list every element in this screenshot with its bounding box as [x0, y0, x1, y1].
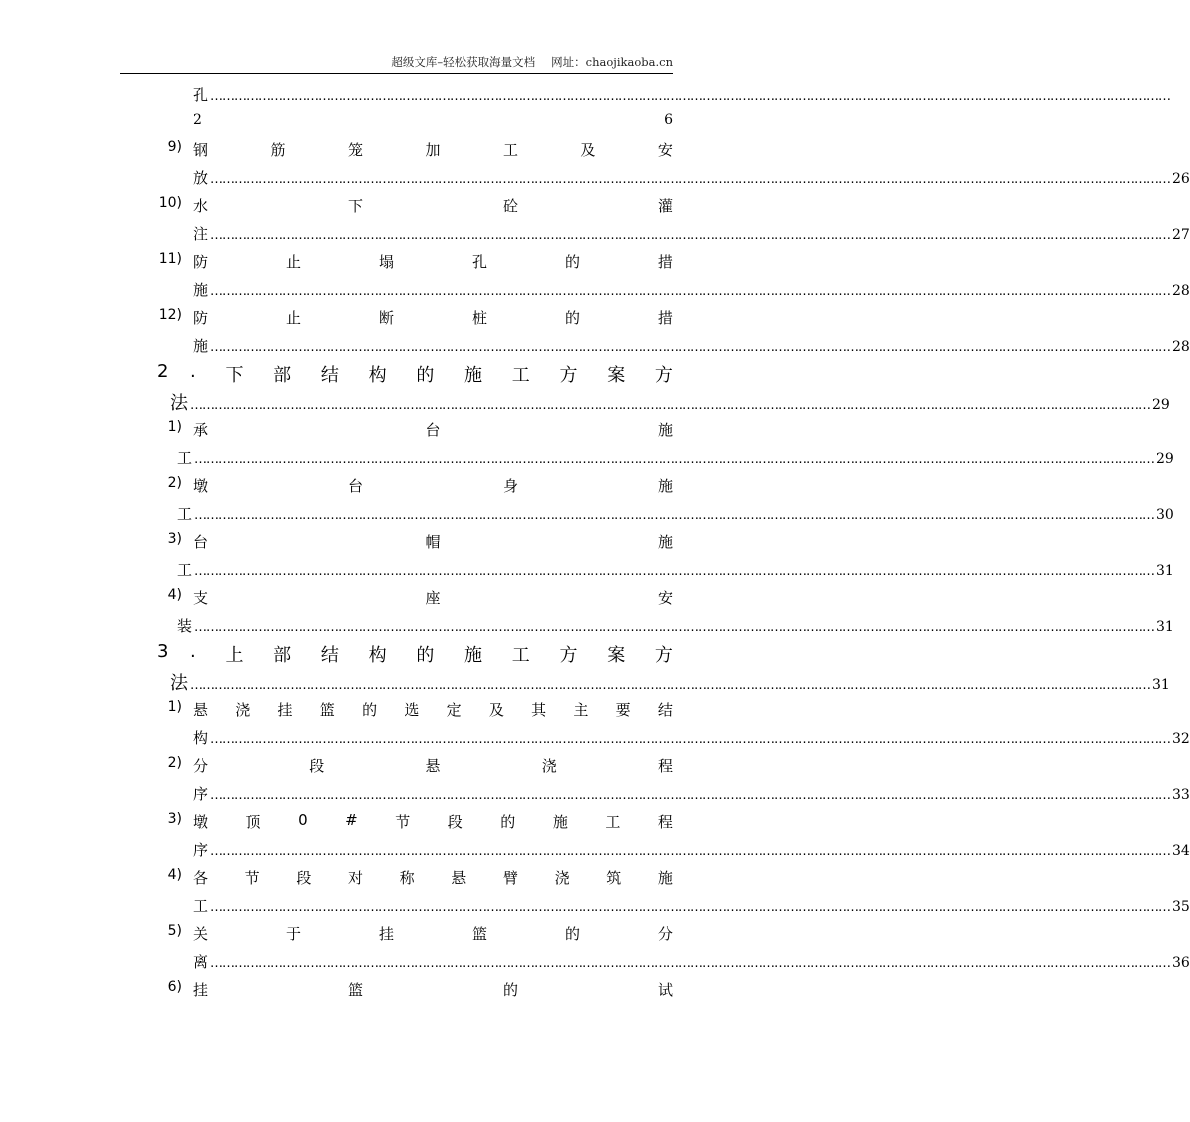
title-char: 孔: [471, 253, 487, 271]
title-char: 构: [368, 645, 387, 666]
title-char: 结: [657, 701, 673, 719]
toc-entry-leader[interactable]: [193, 223, 1190, 244]
toc-entry-number: 3): [167, 531, 182, 547]
title-char: 序: [193, 841, 209, 859]
title-char: 施: [193, 337, 209, 355]
title-char: 构: [193, 729, 209, 747]
title-char: 施: [464, 365, 483, 386]
title-char: 止: [285, 309, 301, 327]
toc-entry-number: 11): [158, 251, 182, 267]
toc-entry-leader[interactable]: [193, 84, 1171, 105]
toc-entry-leader[interactable]: [193, 279, 1190, 300]
title-char: 工: [605, 813, 621, 831]
leader-dots: ……………………………………………………………………………………………………………………………………………………………………………………………………………………: [190, 678, 1150, 693]
title-char: 段: [447, 813, 463, 831]
title-char: 注: [193, 225, 209, 243]
page-number: 28: [1172, 283, 1190, 299]
title-char: 帽: [425, 533, 441, 551]
leader-dots: ……………………………………………………………………………………………………………………………………………………………………………………………………………………: [210, 228, 1171, 243]
toc-entry-title[interactable]: [193, 923, 673, 944]
title-char: 筑: [606, 869, 622, 887]
title-char: 及: [580, 141, 596, 159]
title-char: 的: [564, 925, 580, 943]
leader-dots: ……………………………………………………………………………………………………………………………………………………………………………………………………………………: [194, 452, 1155, 467]
toc-line: [0, 475, 793, 497]
title-char: 塌: [378, 253, 394, 271]
toc-entry-leader[interactable]: [193, 839, 1190, 860]
toc-entry-number: 5): [167, 923, 182, 939]
toc-line: [0, 699, 793, 721]
page-number: 26: [1172, 171, 1190, 187]
toc-line: [0, 361, 793, 386]
title-char: 断: [378, 309, 394, 327]
title-char: 序: [193, 785, 209, 803]
title-char: 分: [193, 757, 209, 775]
title-char: 选: [404, 701, 420, 719]
toc-line: [0, 641, 793, 666]
toc-entry-title[interactable]: [193, 867, 673, 888]
leader-dots: ……………………………………………………………………………………………………………………………………………………………………………………………………………………: [194, 564, 1155, 579]
toc-entry-number: 6): [167, 979, 182, 995]
title-char: 节: [395, 813, 411, 831]
title-char: 上: [225, 645, 244, 666]
header-title: 超级文库–轻松获取海量文档: [391, 55, 536, 69]
title-char: 节: [244, 869, 260, 887]
title-char: 顶: [245, 813, 261, 831]
toc-line: [0, 503, 1174, 525]
leader-dots: ……………………………………………………………………………………………………………………………………………………………………………………………………………………: [190, 398, 1150, 413]
title-char: 台: [425, 421, 441, 439]
toc-entry-title[interactable]: [193, 307, 673, 328]
toc-entry-leader[interactable]: [177, 447, 1174, 468]
toc-line: [0, 839, 1190, 861]
toc-line: [0, 84, 1171, 106]
toc-entry-number: 4): [167, 587, 182, 603]
title-char: 支: [193, 589, 209, 607]
title-char: 座: [425, 589, 441, 607]
toc-entry-number: 10): [158, 195, 182, 211]
title-char: 施: [657, 869, 673, 887]
title-char: 砼: [502, 197, 518, 215]
title-char: 浇: [235, 701, 251, 719]
toc-entry-number: 9): [167, 139, 182, 155]
leader-dots: ……………………………………………………………………………………………………………………………………………………………………………………………………………………: [210, 788, 1171, 803]
title-char: 篮: [471, 925, 487, 943]
title-char: 工: [177, 561, 193, 579]
title-char: 案: [607, 365, 626, 386]
toc-line: [0, 112, 793, 134]
toc-entry-leader[interactable]: [193, 167, 1190, 188]
title-char: 止: [285, 253, 301, 271]
toc-line: [0, 895, 1190, 917]
title-char: 的: [502, 981, 518, 999]
title-char: 方: [559, 645, 578, 666]
toc-entry-leader[interactable]: [177, 559, 1174, 580]
title-char: 装: [177, 617, 193, 635]
title-char: 台: [193, 533, 209, 551]
title-char: 桩: [471, 309, 487, 327]
toc-entry-title[interactable]: [193, 811, 673, 832]
title-char: 挂: [277, 701, 293, 719]
toc-entry-leader[interactable]: [193, 783, 1190, 804]
title-char: 防: [193, 309, 209, 327]
title-char: 工: [502, 141, 518, 159]
title-char: 措: [657, 253, 673, 271]
toc-entry-leader[interactable]: [170, 389, 1170, 415]
title-char: 于: [285, 925, 301, 943]
title-char: 要: [615, 701, 631, 719]
page-number: 32: [1172, 731, 1190, 747]
title-char: 安: [657, 141, 673, 159]
title-char: 悬: [193, 701, 209, 719]
title-char: 的: [564, 309, 580, 327]
toc-entry-leader[interactable]: [193, 951, 1190, 972]
leader-dots: ……………………………………………………………………………………………………………………………………………………………………………………………………………………: [194, 620, 1155, 635]
title-char: 放: [193, 169, 209, 187]
toc-entry-title[interactable]: [193, 699, 673, 720]
toc-entry-title[interactable]: [193, 251, 673, 272]
title-char: 工: [511, 365, 530, 386]
toc-line: [0, 867, 793, 889]
leader-dots: ……………………………………………………………………………………………………………………………………………………………………………………………………………………: [210, 844, 1171, 859]
title-char: 墩: [193, 813, 209, 831]
toc-line: [0, 811, 793, 833]
toc-line: [0, 223, 1190, 245]
title-char: 工: [511, 645, 530, 666]
title-char: 身: [502, 477, 518, 495]
page-number: 31: [1156, 563, 1174, 579]
title-char: 的: [500, 813, 516, 831]
toc-entry-title[interactable]: [193, 531, 673, 552]
title-char: 台: [347, 477, 363, 495]
title-char: 施: [552, 813, 568, 831]
title-char: .: [190, 361, 196, 382]
page-number: 31: [1156, 619, 1174, 635]
title-char: 施: [657, 477, 673, 495]
toc-entry-number: 4): [167, 867, 182, 883]
leader-dots: ……………………………………………………………………………………………………………………………………………………………………………………………………………………: [210, 340, 1171, 355]
page-number: 33: [1172, 787, 1190, 803]
title-char: 段: [296, 869, 312, 887]
toc-line: [0, 167, 1190, 189]
leader-dots: ……………………………………………………………………………………………………………………………………………………………………………………………………………………: [210, 284, 1171, 299]
page-number: 35: [1172, 899, 1190, 915]
title-char: 下: [225, 365, 244, 386]
toc-entry-title[interactable]: [193, 139, 673, 160]
toc-entry-number: 12): [158, 307, 182, 323]
leader-dots: ……………………………………………………………………………………………………………………………………………………………………………………………………………………: [194, 508, 1155, 523]
title-char: 悬: [425, 757, 441, 775]
title-char: 工: [177, 505, 193, 523]
title-char: 程: [657, 757, 673, 775]
title-char: 工: [177, 449, 193, 467]
page-number: 31: [1152, 677, 1170, 693]
title-char: 结: [320, 645, 339, 666]
title-char: 浇: [554, 869, 570, 887]
toc-entry-title[interactable]: [190, 361, 673, 387]
page-number: 27: [1172, 227, 1190, 243]
title-char: 称: [399, 869, 415, 887]
toc-entry-leader[interactable]: [170, 669, 1170, 695]
toc-entry-title[interactable]: [190, 641, 673, 667]
page-header: [120, 54, 673, 70]
title-char: 分: [657, 925, 673, 943]
title-char: 其: [531, 701, 547, 719]
title-char: 浇: [541, 757, 557, 775]
title-char: 工: [193, 897, 209, 915]
title-char: 各: [193, 869, 209, 887]
title-char: 安: [657, 589, 673, 607]
title-char: 方: [654, 365, 673, 386]
leader-dots: ……………………………………………………………………………………………………………………………………………………………………………………………………………………: [210, 900, 1171, 915]
toc-line: [0, 335, 1190, 357]
toc-entry-leader[interactable]: [193, 895, 1190, 916]
title-char: 加: [425, 141, 441, 159]
toc-line: [0, 307, 793, 329]
title-char: 方: [559, 365, 578, 386]
title-char: 孔: [193, 86, 209, 104]
toc-entry-number: 3: [157, 641, 169, 662]
title-char: 对: [347, 869, 363, 887]
title-char: .: [190, 641, 196, 662]
toc-line: [0, 419, 793, 441]
title-char: 主: [573, 701, 589, 719]
title-char: 程: [657, 813, 673, 831]
toc-entry-leader[interactable]: [193, 727, 1190, 748]
title-char: 笼: [347, 141, 363, 159]
page-number: 29: [1152, 397, 1170, 413]
title-char: 方: [654, 645, 673, 666]
title-char: 及: [488, 701, 504, 719]
title-char: 防: [193, 253, 209, 271]
title-char: 关: [193, 925, 209, 943]
toc-entry-number: 1): [167, 699, 182, 715]
title-char: 下: [347, 197, 363, 215]
title-char: 施: [657, 533, 673, 551]
toc-entry-title[interactable]: [193, 587, 673, 608]
title-char: 法: [170, 673, 188, 694]
title-char: 部: [273, 365, 292, 386]
toc-line: [0, 251, 793, 273]
toc-line: [0, 447, 1174, 469]
title-char: 墩: [193, 477, 209, 495]
title-char: 试: [657, 981, 673, 999]
toc-line: [0, 139, 793, 161]
page-number: 28: [1172, 339, 1190, 355]
toc-entry-number: 2): [167, 475, 182, 491]
title-char: 篮: [347, 981, 363, 999]
page-number: 36: [1172, 955, 1190, 971]
page-number: 30: [1156, 507, 1174, 523]
toc-entry-title[interactable]: [193, 755, 673, 776]
title-char: 段: [309, 757, 325, 775]
title-char: 篮: [319, 701, 335, 719]
title-char: 承: [193, 421, 209, 439]
title-char: 水: [193, 197, 209, 215]
toc-line: [0, 615, 1174, 637]
toc-entry-number: 2): [167, 755, 182, 771]
title-char: 臂: [502, 869, 518, 887]
title-char: 的: [416, 365, 435, 386]
title-char: 筋: [270, 141, 286, 159]
title-char: 挂: [378, 925, 394, 943]
leader-dots: ……………………………………………………………………………………………………………………………………………………………………………………………………………………: [210, 89, 1171, 104]
toc-entry-title[interactable]: [193, 979, 673, 1000]
toc-entry-title[interactable]: [193, 195, 673, 216]
toc-entry-number: 3): [167, 811, 182, 827]
title-char: 施: [657, 421, 673, 439]
title-char: 施: [193, 281, 209, 299]
title-char: 钢: [193, 141, 209, 159]
title-char: 的: [362, 701, 378, 719]
toc-entry-title[interactable]: [193, 475, 673, 496]
title-char: 案: [607, 645, 626, 666]
title-char: #: [345, 811, 358, 829]
toc-line: [0, 783, 1190, 805]
leader-dots: ……………………………………………………………………………………………………………………………………………………………………………………………………………………: [210, 732, 1171, 747]
toc-line: [0, 559, 1174, 581]
toc-line: [0, 531, 793, 553]
title-char: 部: [273, 645, 292, 666]
title-char: 措: [657, 309, 673, 327]
toc-line: [0, 979, 793, 1001]
toc-line: [0, 389, 1170, 414]
toc-line: [0, 279, 1190, 301]
header-site: 网址：chaojikaoba.cn: [551, 55, 673, 69]
leader-dots: ……………………………………………………………………………………………………………………………………………………………………………………………………………………: [210, 956, 1171, 971]
toc-entry-number: 1): [167, 419, 182, 435]
page-number-fragment: 2: [193, 112, 202, 128]
title-char: 挂: [193, 981, 209, 999]
toc-line: [0, 587, 793, 609]
title-char: 结: [320, 365, 339, 386]
title-char: 0: [298, 811, 308, 829]
toc-entry-leader[interactable]: [177, 615, 1174, 636]
title-char: 的: [564, 253, 580, 271]
title-char: 构: [368, 365, 387, 386]
title-char: 灌: [657, 197, 673, 215]
page-number-fragment: 6: [664, 112, 673, 128]
toc-line: [0, 195, 793, 217]
toc-line: [0, 951, 1190, 973]
toc-line: [0, 669, 1170, 694]
title-char: 离: [193, 953, 209, 971]
leader-dots: ……………………………………………………………………………………………………………………………………………………………………………………………………………………: [210, 172, 1171, 187]
title-char: 法: [170, 393, 188, 414]
title-char: 的: [416, 645, 435, 666]
toc-entry-title[interactable]: [193, 419, 673, 440]
toc-line: [0, 923, 793, 945]
toc-line: [0, 727, 1190, 749]
page-number: 29: [1156, 451, 1174, 467]
header-divider: [120, 73, 673, 74]
title-char: 定: [446, 701, 462, 719]
title-char: 施: [464, 645, 483, 666]
toc-entry-leader[interactable]: [193, 335, 1190, 356]
toc-entry-number: 2: [157, 361, 169, 382]
toc-line: [0, 755, 793, 777]
page-number: 34: [1172, 843, 1190, 859]
toc-entry-leader[interactable]: [177, 503, 1174, 524]
title-char: 悬: [451, 869, 467, 887]
